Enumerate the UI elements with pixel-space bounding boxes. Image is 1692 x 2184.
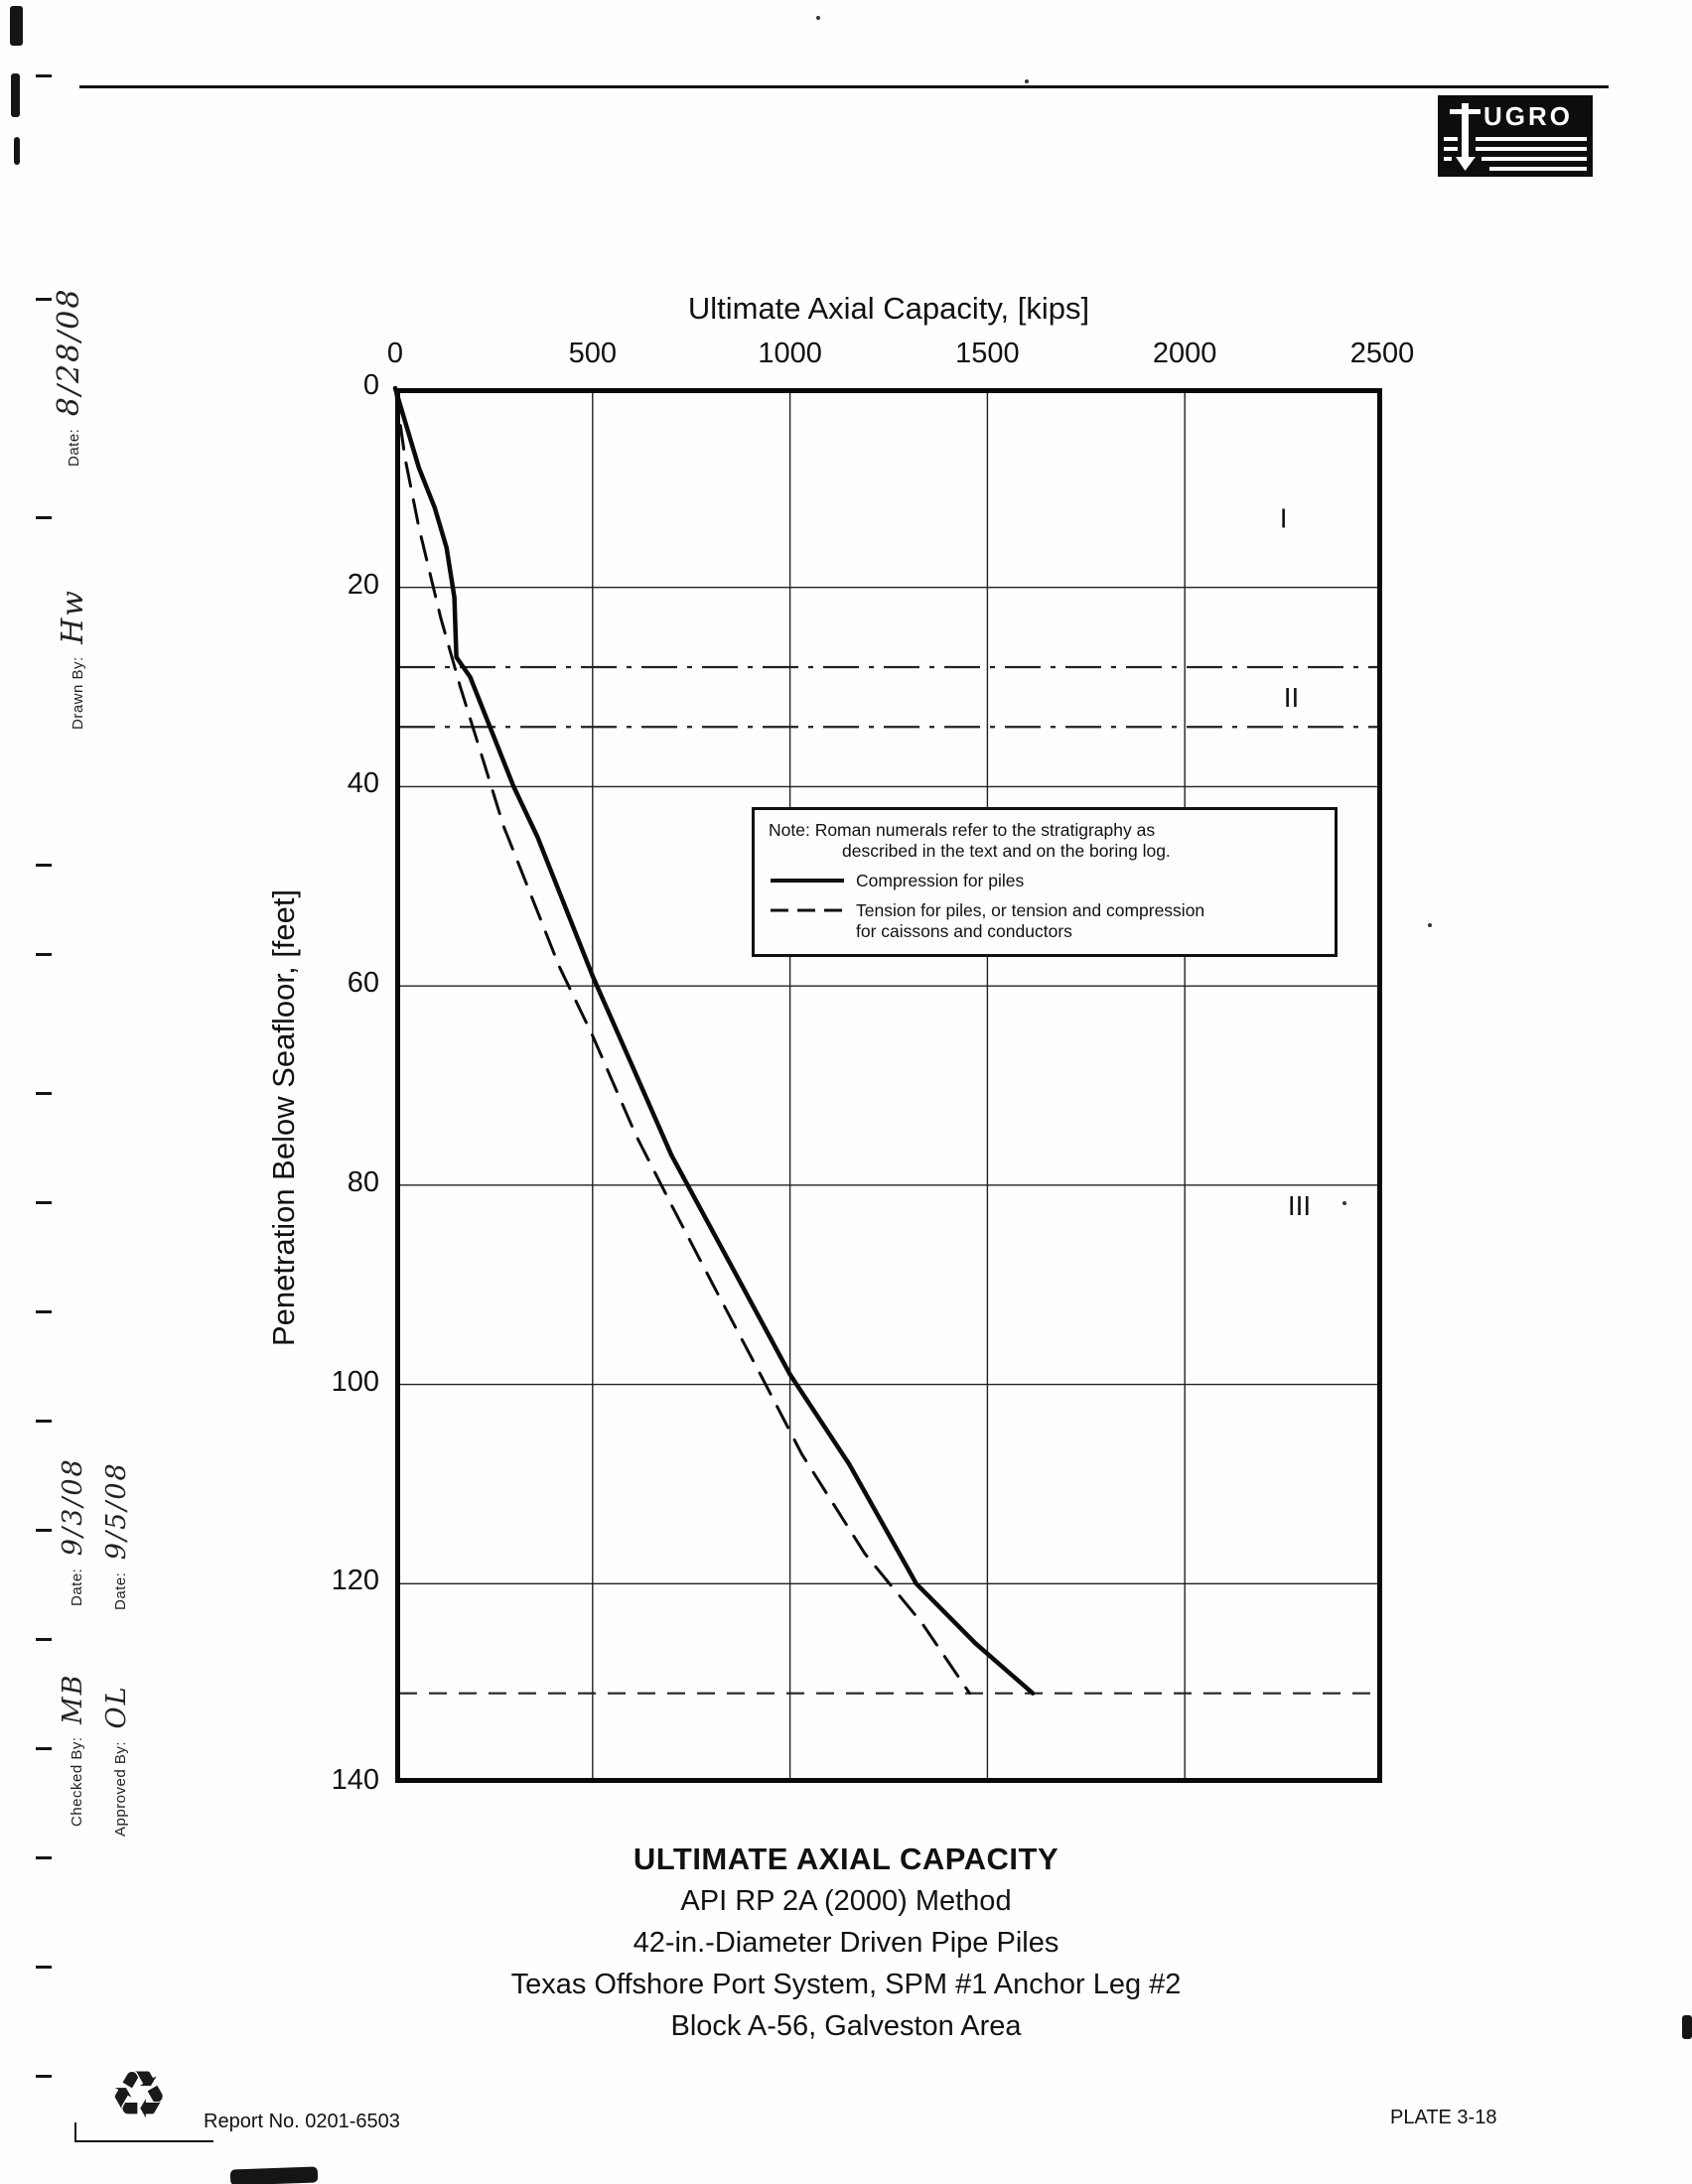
scan-artifact (36, 74, 52, 77)
x-tick-label: 500 (568, 338, 617, 369)
y-tick-label: 60 (347, 967, 379, 1000)
checked-by-label: Checked By: (69, 1736, 85, 1827)
margin-drawn-date (52, 288, 86, 467)
scan-artifact (36, 516, 52, 519)
scan-artifact (36, 1747, 52, 1750)
plot-canvas (395, 388, 1382, 1783)
legend-label-tension-line2: for caissons and conductors (856, 921, 1072, 941)
scan-artifact (230, 2166, 319, 2184)
legend-dashed-line-sample (769, 905, 846, 915)
scan-artifact (11, 73, 20, 117)
date-label: Date: (69, 1568, 85, 1606)
drawn-by-signature: Hw (56, 589, 90, 644)
date-label: Date: (66, 428, 82, 467)
fugro-logo (1438, 95, 1593, 177)
y-tick-label: 140 (331, 1764, 379, 1796)
plate-number: PLATE 3-18 (1390, 2107, 1497, 2128)
note-text-line2: described in the text and on the boring log. (842, 841, 1171, 861)
margin-drawn-by (56, 589, 90, 730)
x-tick-label: 1500 (955, 338, 1020, 369)
y-tick-label: 40 (347, 767, 379, 800)
scan-artifact (36, 864, 52, 867)
y-tick-label: 0 (362, 369, 379, 401)
scan-speck (1025, 79, 1029, 83)
date-handwritten: 8/28/08 (52, 287, 86, 417)
x-tick-label: 0 (386, 338, 404, 369)
legend-label-tension-line1: Tension for piles, or tension and compression (856, 900, 1205, 920)
margin-checked-by (58, 1674, 88, 1828)
tension-curve (395, 388, 970, 1694)
caption-title: ULTIMATE AXIAL CAPACITY (633, 1842, 1059, 1876)
scan-artifact (36, 1310, 52, 1313)
approved-by-signature: OL (101, 1685, 132, 1729)
scan-artifact (36, 1201, 52, 1204)
scan-artifact (10, 6, 23, 46)
stratum-label-III: III (1287, 1189, 1312, 1221)
note-text-line1: Note: Roman numerals refer to the stratigraphy as (769, 820, 1156, 840)
y-axis-title: Penetration Below Seafloor, [feet] (266, 888, 301, 1346)
legend-row-compression (769, 871, 1321, 891)
scan-artifact (1682, 2015, 1692, 2039)
compression-curve (395, 388, 1033, 1694)
approved-by-label: Approved By: (112, 1740, 129, 1837)
x-axis-title: Ultimate Axial Capacity, [kips] (687, 291, 1090, 326)
y-tick-label: 100 (331, 1365, 379, 1398)
scan-artifact (36, 1856, 52, 1859)
caption-method: API RP 2A (2000) Method (680, 1885, 1012, 1917)
fugro-logo-text: UGRO (1483, 101, 1573, 131)
legend-row-tension (769, 900, 1321, 942)
y-tick-label: 80 (347, 1165, 379, 1198)
legend-label-compression: Compression for piles (856, 871, 1025, 890)
stratum-label-I: I (1279, 502, 1288, 534)
date-label: Date: (112, 1571, 129, 1610)
scan-artifact (36, 953, 52, 956)
scan-artifact (74, 2140, 213, 2142)
scan-speck (1428, 923, 1432, 927)
scan-speck (816, 16, 820, 20)
recycle-icon: ♻ (109, 2057, 169, 2133)
plot-border (398, 391, 1380, 1781)
margin-checked-date (58, 1457, 88, 1606)
header-rule (79, 85, 1609, 88)
x-tick-label: 1000 (758, 338, 822, 369)
scan-artifact (36, 1638, 52, 1641)
date-handwritten: 9/5/08 (101, 1461, 132, 1561)
scan-artifact (36, 2075, 52, 2078)
scan-artifact (14, 137, 20, 165)
y-tick-label: 20 (347, 568, 379, 601)
scan-artifact (74, 2122, 76, 2142)
drawn-by-label: Drawn By: (70, 656, 86, 730)
x-tick-label: 2500 (1349, 338, 1415, 369)
legend-solid-line-sample (769, 876, 846, 886)
date-handwritten: 9/3/08 (58, 1457, 88, 1557)
checked-by-signature: MB (58, 1673, 88, 1724)
y-tick-label: 120 (331, 1565, 379, 1597)
scan-artifact (36, 1966, 52, 1969)
stratum-label-II: II (1283, 682, 1300, 714)
caption-block (250, 1839, 1442, 2047)
caption-location: Block A-56, Galveston Area (670, 2010, 1022, 2042)
note-box (752, 807, 1338, 957)
scan-artifact (36, 298, 52, 301)
caption-pile: 42-in.-Diameter Driven Pipe Piles (633, 1927, 1059, 1959)
scan-artifact (36, 1529, 52, 1532)
caption-project: Texas Offshore Port System, SPM #1 Anchor Leg #2 (510, 1969, 1182, 2000)
scan-artifact (36, 1092, 52, 1095)
report-number: Report No. 0201-6503 (204, 2111, 400, 2132)
margin-approved-date (101, 1461, 132, 1610)
margin-approved-by (101, 1685, 132, 1837)
scan-artifact (36, 1420, 52, 1423)
x-tick-label: 2000 (1152, 338, 1217, 369)
